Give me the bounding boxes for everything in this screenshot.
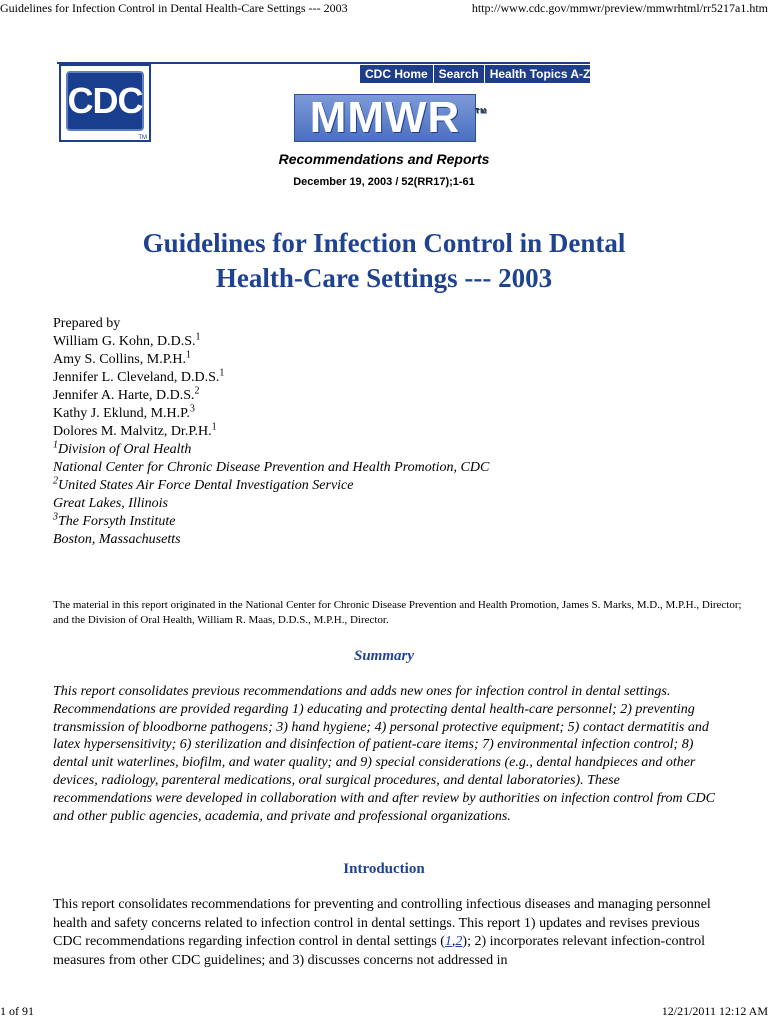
affiliation-name: The Forsyth Institute [58, 514, 176, 529]
author-affiliation-sup: 3 [189, 403, 195, 415]
nav-health-topics[interactable]: Health Topics A-Z [489, 67, 591, 81]
author-item [53, 405, 489, 423]
affiliation-sup: 1 [53, 439, 58, 451]
print-page-number: 1 of 91 [0, 1004, 34, 1018]
reference-link-2[interactable]: 2 [455, 934, 463, 949]
summary-heading: Summary [353, 648, 414, 664]
summary-text: This report consolidates previous recommendations and adds new ones for infection control in dental settings. Recommendations are provided regarding 1) educating and protecting dental health-care personnel; 2) preventing transmission of bloodborne pathogens; 3) hand hygiene; 4) personal protective equipment; 5) contact dermatitis and latex hypersensitivity; 6) sterilization and disinfection of patient-care items; 7) environmental infection control; 8) dental unit waterlines, biofilm, and water quality; and 9) special considerations (e.g., dental handpieces and other devices, radiology, parenteral medications, oral surgical procedures, and dental laboratories). These recommendations were developed in collaboration with and after review by authorities on infection control from CDC and other public agencies, academia, and private and professional organizations. [53, 684, 715, 824]
origin-note: The material in this report originated in the National Center for Chronic Disease Prevention and Health Promotion, James S. Marks, M.D., M.P.H., Director; and the Division of Oral Health, William R. Maas, D.D.S., M.P.H., Director. [53, 599, 742, 626]
author-name: Jennifer A. Harte, D.D.S. [53, 388, 195, 403]
author-affiliation-sup: 1 [211, 421, 217, 433]
author-affiliation-sup: 1 [195, 331, 201, 343]
author-affiliation-sup: 2 [194, 385, 200, 397]
author-name: Kathy J. Eklund, M.H.P. [53, 406, 190, 421]
introduction-text-part2: ); 2) incorporates relevant infection-control measures from other CDC guidelines; and 3) discusses concerns not addressed in [53, 934, 705, 968]
print-timestamp: 12/21/2011 12:12 AM [661, 1004, 768, 1018]
document-title-line1: Guidelines for Infection Control in Dental [142, 228, 626, 258]
mmwr-logo-text: MMWR [309, 93, 461, 142]
affiliation-3 [53, 513, 489, 531]
document-title-line2: Health-Care Settings --- 2003 [215, 263, 553, 293]
nav-cdc-home[interactable]: CDC Home [360, 65, 434, 83]
cdc-logo-mark [66, 71, 144, 131]
author-affiliation-sup: 1 [186, 349, 192, 361]
introduction-heading: Introduction [343, 861, 425, 877]
mmwr-logo[interactable] [294, 93, 487, 142]
author-name: Dolores M. Malvitz, Dr.P.H. [53, 424, 212, 439]
print-header [0, 1, 768, 15]
affiliation-name: Division of Oral Health [58, 442, 192, 457]
cdc-logo-tm: TM [138, 135, 147, 141]
print-header-title: Guidelines for Infection Control in Dental Health-Care Settings --- 2003 [0, 1, 348, 15]
author-name: Amy S. Collins, M.P.H. [53, 352, 187, 367]
authors-block [53, 315, 489, 549]
author-item [53, 387, 489, 405]
reference-separator: , [451, 934, 456, 949]
affiliation-1 [53, 441, 489, 459]
reference-link-1[interactable]: 1 [444, 934, 452, 949]
issue-date: December 19, 2003 / 52(RR17);1-61 [293, 176, 475, 188]
cdc-navbar [360, 65, 590, 83]
cdc-logo-text: CDC [67, 80, 143, 121]
cdc-banner [57, 62, 590, 148]
mmwr-logo-tm: TM [474, 108, 487, 115]
print-footer [0, 1004, 768, 1018]
affiliation-1-line2: National Center for Chronic Disease Prevention and Health Promotion, CDC [53, 460, 490, 475]
affiliation-3-line2: Boston, Massachusetts [53, 532, 181, 547]
author-name: William G. Kohn, D.D.S. [53, 334, 196, 349]
introduction-text-part1: This report consolidates recommendations for preventing and controlling infectious diseases and managing personnel health and safety concerns related to infection control in dental settings. This report 1) updates and revises previous CDC recommendations regarding infection control in dental settings ( [53, 897, 711, 949]
affiliation-2-line2: Great Lakes, Illinois [53, 496, 168, 511]
author-item [53, 333, 489, 351]
author-item [53, 351, 489, 369]
introduction-text [53, 896, 713, 970]
affiliation-sup: 2 [53, 475, 58, 487]
affiliation-2 [53, 477, 489, 495]
cdc-logo[interactable] [59, 64, 151, 142]
author-item [53, 369, 489, 387]
affiliation-sup: 3 [53, 511, 58, 523]
author-item [53, 423, 489, 441]
print-header-url: http://www.cdc.gov/mmwr/preview/mmwrhtml/rr5217a1.htm [471, 1, 768, 15]
affiliation-name: United States Air Force Dental Investigation Service [58, 478, 354, 493]
series-title: Recommendations and Reports [278, 151, 490, 167]
author-affiliation-sup: 1 [219, 367, 225, 379]
document-title [0, 226, 768, 296]
nav-search[interactable]: Search [434, 65, 485, 83]
prepared-by-label: Prepared by [53, 316, 121, 331]
author-name: Jennifer L. Cleveland, D.D.S. [53, 370, 220, 385]
